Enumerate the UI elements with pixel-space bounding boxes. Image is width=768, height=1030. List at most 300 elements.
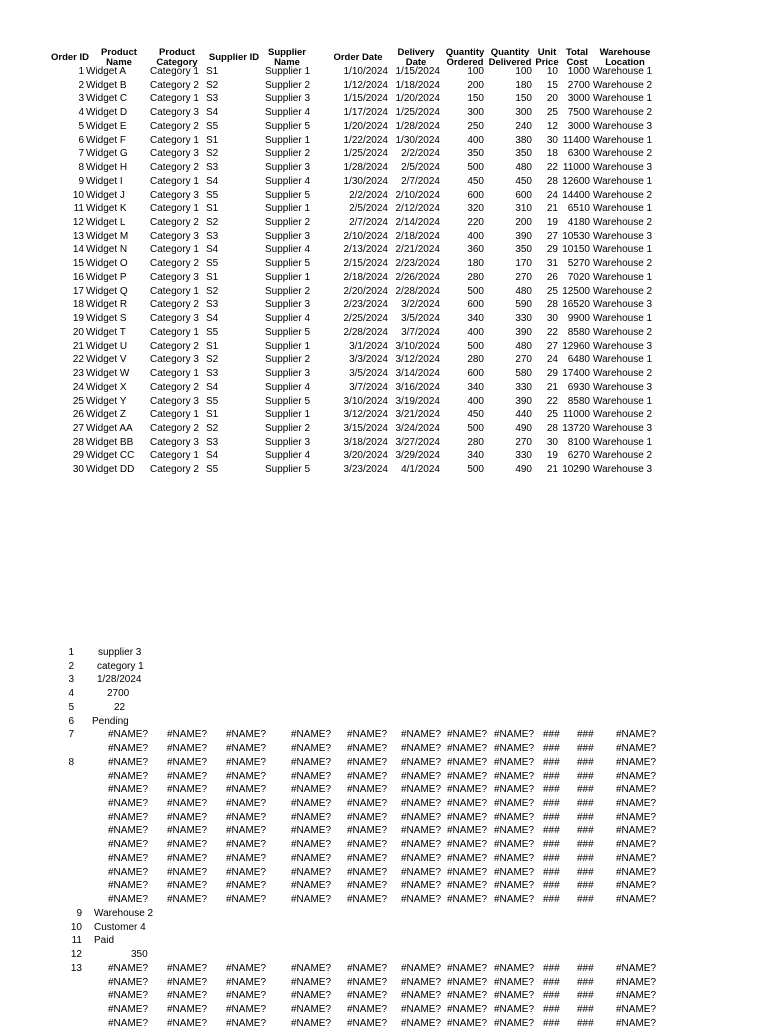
cell-unit-price: 22 [546,395,558,407]
cell-supplier-id: S2 [206,422,219,434]
error-cell: #NAME? [494,852,535,864]
header-quantity-ordered-line2: Ordered [446,57,484,68]
cell-product-name: Widget J [86,189,125,201]
cell-supplier-id: S5 [206,464,219,476]
cell-quantity-delivered: 330 [515,450,532,462]
answer-number: 12 [70,949,82,961]
cell-order-id: 7 [78,148,84,160]
cell-product-category: Category 2 [150,299,199,311]
cell-product-category: Category 2 [150,79,199,91]
error-cell: #NAME? [347,990,388,1002]
answer-number: 11 [71,935,82,947]
error-cell: #NAME? [167,729,208,741]
cell-unit-price: 27 [546,230,558,242]
error-cell: #NAME? [616,839,657,851]
error-cell: #NAME? [347,798,388,810]
cell-order-date: 2/28/2024 [343,326,388,338]
cell-product-name: Widget U [86,340,128,352]
error-cell: #NAME? [494,962,535,974]
cell-supplier-name: Supplier 5 [265,395,311,407]
cell-quantity-ordered: 280 [467,271,484,283]
cell-product-name: Widget Z [86,409,127,421]
error-cell: #NAME? [291,811,332,823]
cell-product-name: Widget P [86,271,127,283]
cell-product-category: Category 1 [150,175,199,187]
cell-product-category: Category 1 [150,93,199,105]
cell-order-date: 2/2/2024 [349,189,388,201]
error-cell: #NAME? [108,1003,149,1015]
error-cell: #NAME? [447,784,488,796]
cell-total-cost: 10290 [562,464,590,476]
cell-product-name: Widget M [86,230,129,242]
error-cell: #NAME? [447,852,488,864]
cell-order-id: 26 [72,409,84,421]
error-cell: #NAME? [447,825,488,837]
error-cell: #NAME? [494,798,535,810]
cell-delivery-date: 1/15/2024 [395,66,440,77]
cell-unit-price: 22 [546,326,558,338]
error-cell: #NAME? [108,798,149,810]
error-cell: #NAME? [494,784,535,796]
error-cell: #NAME? [494,1017,535,1029]
cell-warehouse-location: Warehouse 1 [593,66,653,77]
answer-number: 13 [70,962,82,974]
hash-cell: ### [543,756,560,768]
error-cell: #NAME? [167,962,208,974]
error-cell: #NAME? [347,880,388,892]
error-cell: #NAME? [494,770,535,782]
error-cell: #NAME? [616,866,657,878]
cell-supplier-id: S4 [206,175,219,187]
error-cell: #NAME? [494,990,535,1002]
cell-delivery-date: 2/28/2024 [395,285,440,297]
cell-order-date: 2/7/2024 [349,217,388,229]
error-cell: #NAME? [167,839,208,851]
cell-quantity-delivered: 310 [515,203,532,215]
cell-unit-price: 28 [546,422,558,434]
cell-order-id: 17 [72,285,84,297]
cell-unit-price: 19 [546,450,558,462]
error-cell: #NAME? [226,962,267,974]
cell-product-category: Category 3 [150,313,199,325]
cell-product-category: Category 1 [150,450,199,462]
error-cell: #NAME? [226,798,267,810]
header-product-category-line2: Category [156,57,198,68]
cell-unit-price: 28 [546,175,558,187]
cell-warehouse-location: Warehouse 1 [593,436,653,448]
cell-quantity-delivered: 300 [515,107,532,119]
cell-quantity-ordered: 500 [467,464,484,476]
error-cell: #NAME? [401,756,442,768]
cell-delivery-date: 2/2/2024 [401,148,440,160]
cell-order-date: 2/18/2024 [343,271,388,283]
error-cell: #NAME? [401,770,442,782]
cell-unit-price: 30 [546,436,558,448]
cell-delivery-date: 3/2/2024 [401,299,440,311]
error-cell: #NAME? [226,866,267,878]
cell-unit-price: 27 [546,340,558,352]
error-cell: #NAME? [401,825,442,837]
cell-warehouse-location: Warehouse 1 [593,313,653,325]
cell-order-id: 14 [72,244,84,256]
error-cell: #NAME? [401,894,442,906]
error-cell: #NAME? [226,784,267,796]
hash-cell: ### [543,1003,560,1015]
hash-cell: ### [543,852,560,864]
error-cell: #NAME? [291,743,332,755]
cell-delivery-date: 3/29/2024 [395,450,440,462]
error-cell: #NAME? [226,1003,267,1015]
cell-order-date: 2/25/2024 [343,313,388,325]
cell-supplier-name: Supplier 3 [265,230,311,242]
cell-product-category: Category 1 [150,285,199,297]
answer-value: Warehouse 2 [94,907,154,919]
error-cell: #NAME? [291,839,332,851]
hash-cell: ### [543,976,560,988]
cell-product-name: Widget D [86,107,128,119]
cell-product-name: Widget BB [86,436,134,448]
error-cell: #NAME? [401,798,442,810]
error-cell: #NAME? [108,976,149,988]
cell-delivery-date: 3/5/2024 [401,313,440,325]
cell-unit-price: 30 [546,134,558,146]
cell-unit-price: 21 [546,203,558,215]
cell-warehouse-location: Warehouse 2 [593,258,653,270]
error-cell: #NAME? [401,962,442,974]
error-cell: #NAME? [108,825,149,837]
cell-total-cost: 17400 [562,368,590,380]
cell-delivery-date: 2/12/2024 [395,203,440,215]
cell-warehouse-location: Warehouse 1 [593,244,653,256]
cell-quantity-delivered: 350 [515,148,532,160]
cell-order-date: 2/13/2024 [343,244,388,256]
cell-order-date: 3/12/2024 [343,409,388,421]
cell-supplier-name: Supplier 1 [265,203,311,215]
error-cell: #NAME? [447,811,488,823]
error-cell: #NAME? [167,784,208,796]
cell-product-name: Widget V [86,354,127,366]
cell-delivery-date: 1/20/2024 [395,93,440,105]
header-quantity-delivered-line1: Quantity [490,47,530,58]
header-supplier-id: Supplier ID [208,52,260,63]
header-supplier-name-line2: Name [274,57,300,68]
hash-cell: ### [543,729,560,741]
cell-supplier-id: S4 [206,313,219,325]
header-supplier-name-line1: Supplier [267,47,306,58]
cell-order-id: 20 [72,326,84,338]
hash-cell: ### [577,880,594,892]
answer-number: 5 [68,701,74,713]
cell-order-id: 15 [72,258,84,270]
cell-supplier-name: Supplier 1 [265,409,311,421]
cell-warehouse-location: Warehouse 1 [593,271,653,283]
error-cell: #NAME? [447,839,488,851]
cell-product-name: Widget E [86,120,127,132]
cell-total-cost: 12600 [562,175,590,187]
cell-warehouse-location: Warehouse 3 [593,230,653,242]
cell-product-name: Widget AA [86,422,133,434]
cell-product-category: Category 2 [150,340,199,352]
cell-quantity-delivered: 600 [515,189,532,201]
cell-order-id: 29 [72,450,84,462]
error-cell: #NAME? [226,894,267,906]
error-cell: #NAME? [167,852,208,864]
cell-total-cost: 2700 [567,79,590,91]
cell-order-date: 3/15/2024 [343,422,388,434]
error-cell: #NAME? [401,729,442,741]
cell-total-cost: 12500 [562,285,590,297]
cell-quantity-delivered: 440 [515,409,532,421]
hash-cell: ### [577,894,594,906]
cell-delivery-date: 4/1/2024 [401,464,440,476]
cell-quantity-delivered: 200 [515,217,532,229]
answer-number: 7 [68,729,74,741]
cell-product-category: Category 3 [150,395,199,407]
cell-quantity-delivered: 490 [515,422,532,434]
error-cell: #NAME? [167,811,208,823]
error-cell: #NAME? [347,756,388,768]
cell-quantity-delivered: 150 [515,93,532,105]
cell-quantity-delivered: 100 [515,66,532,77]
cell-delivery-date: 1/25/2024 [395,107,440,119]
cell-supplier-id: S2 [206,354,219,366]
hash-cell: ### [577,839,594,851]
cell-quantity-ordered: 600 [467,189,484,201]
hash-cell: ### [577,990,594,1002]
cell-total-cost: 3000 [567,120,590,132]
cell-supplier-id: S3 [206,230,219,242]
error-cell: #NAME? [108,852,149,864]
cell-warehouse-location: Warehouse 2 [593,189,653,201]
cell-total-cost: 8580 [567,326,590,338]
cell-unit-price: 22 [546,162,558,174]
hash-cell: ### [543,784,560,796]
error-cell: #NAME? [226,729,267,741]
cell-quantity-ordered: 600 [467,299,484,311]
cell-supplier-id: S2 [206,148,219,160]
cell-quantity-ordered: 250 [467,120,484,132]
cell-product-name: Widget L [86,217,126,229]
cell-supplier-name: Supplier 2 [265,354,311,366]
cell-supplier-id: S3 [206,368,219,380]
hash-cell: ### [577,852,594,864]
cell-product-name: Widget B [86,79,127,91]
cell-order-id: 28 [72,436,84,448]
cell-quantity-delivered: 270 [515,271,532,283]
cell-supplier-id: S1 [206,66,219,77]
error-cell: #NAME? [291,1003,332,1015]
cell-supplier-id: S5 [206,395,219,407]
cell-order-id: 13 [72,230,84,242]
cell-quantity-ordered: 500 [467,162,484,174]
answer-number: 8 [68,756,74,768]
error-cell: #NAME? [108,894,149,906]
error-cell: #NAME? [291,756,332,768]
cell-supplier-id: S1 [206,340,219,352]
cell-order-id: 23 [72,368,84,380]
cell-unit-price: 12 [546,120,558,132]
cell-unit-price: 26 [546,271,558,283]
error-cell: #NAME? [494,825,535,837]
error-cell: #NAME? [401,852,442,864]
cell-product-name: Widget I [86,175,123,187]
cell-quantity-delivered: 240 [515,120,532,132]
cell-supplier-name: Supplier 5 [265,120,311,132]
cell-total-cost: 11000 [562,162,590,174]
error-cell: #NAME? [347,770,388,782]
header-warehouse-location-line1: Warehouse [599,47,651,58]
header-product-name-line2: Name [106,57,132,68]
cell-delivery-date: 3/12/2024 [395,354,440,366]
cell-delivery-date: 3/7/2024 [401,326,440,338]
cell-supplier-id: S3 [206,162,219,174]
cell-order-id: 24 [72,381,84,393]
answer-value: Pending [92,715,129,727]
cell-unit-price: 25 [546,107,558,119]
cell-unit-price: 15 [546,79,558,91]
error-cell: #NAME? [447,756,488,768]
header-product-name-line1: Product [101,47,137,58]
cell-product-name: Widget K [86,203,127,215]
cell-delivery-date: 2/21/2024 [395,244,440,256]
error-cell: #NAME? [291,798,332,810]
error-cell: #NAME? [401,1003,442,1015]
cell-unit-price: 25 [546,285,558,297]
cell-order-date: 2/20/2024 [343,285,388,297]
cell-quantity-delivered: 350 [515,244,532,256]
cell-warehouse-location: Warehouse 1 [593,354,653,366]
answer-value: 350 [131,949,148,961]
cell-delivery-date: 3/27/2024 [395,436,440,448]
answer-number: 4 [68,688,74,700]
error-cell: #NAME? [347,852,388,864]
cell-quantity-ordered: 400 [467,230,484,242]
cell-order-id: 27 [72,422,84,434]
cell-order-id: 21 [72,340,84,352]
error-cell: #NAME? [167,880,208,892]
hash-cell: ### [543,866,560,878]
cell-quantity-ordered: 350 [467,148,484,160]
hash-cell: ### [543,880,560,892]
error-cell: #NAME? [616,729,657,741]
cell-quantity-delivered: 390 [515,395,532,407]
error-cell: #NAME? [226,990,267,1002]
answer-number: 9 [76,907,82,919]
cell-unit-price: 21 [546,381,558,393]
error-cell: #NAME? [616,852,657,864]
error-cell: #NAME? [347,825,388,837]
error-cell: #NAME? [447,1017,488,1029]
hash-cell: ### [577,1003,594,1015]
cell-order-date: 1/15/2024 [343,93,388,105]
cell-product-category: Category 1 [150,326,199,338]
error-cell: #NAME? [226,852,267,864]
error-cell: #NAME? [167,976,208,988]
cell-quantity-ordered: 280 [467,354,484,366]
error-cell: #NAME? [167,894,208,906]
cell-supplier-name: Supplier 2 [265,422,311,434]
cell-product-category: Category 1 [150,66,199,77]
hash-cell: ### [543,839,560,851]
cell-product-name: Widget H [86,162,128,174]
error-cell: #NAME? [447,770,488,782]
error-cell: #NAME? [108,839,149,851]
error-cell: #NAME? [447,866,488,878]
cell-quantity-ordered: 180 [467,258,484,270]
cell-order-id: 1 [78,66,84,77]
cell-warehouse-location: Warehouse 1 [593,203,653,215]
cell-supplier-name: Supplier 4 [265,175,311,187]
answer-value: 22 [114,701,126,713]
hash-cell: ### [543,770,560,782]
error-cell: #NAME? [347,1017,388,1029]
cell-supplier-name: Supplier 3 [265,368,311,380]
cell-quantity-delivered: 330 [515,381,532,393]
cell-product-category: Category 1 [150,368,199,380]
cell-quantity-ordered: 400 [467,395,484,407]
hash-cell: ### [577,729,594,741]
error-cell: #NAME? [494,743,535,755]
error-cell: #NAME? [291,825,332,837]
cell-product-category: Category 3 [150,271,199,283]
cell-order-id: 2 [78,79,84,91]
cell-order-date: 1/28/2024 [343,162,388,174]
error-cell: #NAME? [494,976,535,988]
cell-quantity-ordered: 450 [467,409,484,421]
error-cell: #NAME? [494,866,535,878]
cell-warehouse-location: Warehouse 2 [593,79,653,91]
cell-quantity-delivered: 480 [515,340,532,352]
cell-supplier-id: S3 [206,299,219,311]
cell-order-date: 3/1/2024 [349,340,388,352]
cell-product-name: Widget G [86,148,128,160]
cell-supplier-name: Supplier 3 [265,436,311,448]
cell-quantity-delivered: 270 [515,436,532,448]
cell-quantity-ordered: 200 [467,79,484,91]
cell-delivery-date: 2/7/2024 [401,175,440,187]
error-cell: #NAME? [401,784,442,796]
cell-product-name: Widget A [86,66,127,77]
error-cell: #NAME? [401,839,442,851]
cell-product-name: Widget CC [86,450,135,462]
error-cell: #NAME? [226,1017,267,1029]
cell-total-cost: 12960 [562,340,590,352]
cell-delivery-date: 2/14/2024 [395,217,440,229]
cell-total-cost: 4180 [567,217,590,229]
error-cell: #NAME? [616,784,657,796]
error-cell: #NAME? [226,976,267,988]
cell-warehouse-location: Warehouse 2 [593,368,653,380]
error-cell: #NAME? [447,962,488,974]
cell-supplier-name: Supplier 3 [265,162,311,174]
cell-order-id: 11 [73,203,84,215]
cell-warehouse-location: Warehouse 2 [593,148,653,160]
error-cell: #NAME? [291,729,332,741]
error-cell: #NAME? [291,770,332,782]
cell-quantity-ordered: 450 [467,175,484,187]
cell-delivery-date: 1/18/2024 [395,79,440,91]
answer-value: 2700 [107,688,130,700]
cell-supplier-id: S5 [206,120,219,132]
error-cell: #NAME? [108,990,149,1002]
cell-product-category: Category 1 [150,203,199,215]
cell-product-category: Category 1 [150,244,199,256]
cell-delivery-date: 3/21/2024 [395,409,440,421]
header-total-cost-line1: Total [566,47,588,58]
error-cell: #NAME? [291,880,332,892]
cell-warehouse-location: Warehouse 1 [593,134,653,146]
cell-product-name: Widget DD [86,464,135,476]
